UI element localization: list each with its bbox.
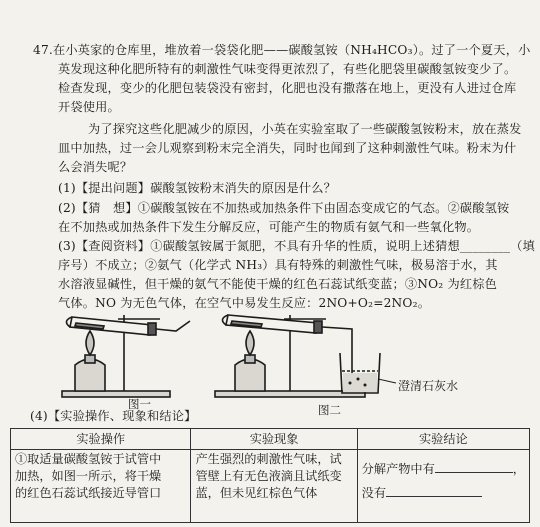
intro-line-2: 英发现这种化肥所特有的刺激性气味变得更浓烈了，有些化肥袋里碳酸氢铵变少了。 (58, 62, 517, 76)
question-3-line-1: (3)【查阅资料】①碳酸氢铵属于氮肥，不具有升华的性质，说明上述猜想________（填 (58, 239, 536, 253)
cell-operation: ①取适量碳酸氢铵于试管中 加热，如图一所示，将干燥 的红色石蕊试纸接近导管口 (11, 450, 191, 523)
para2-line-1: 为了探究这些化肥减少的原因，小英在实验室取了一些碳酸氢铵粉末，放在蒸发 (88, 122, 522, 136)
problem-number: 47. (33, 43, 53, 57)
table-row (11, 450, 530, 523)
apparatus-figures (0, 295, 540, 425)
cell-conclusion: 分解产物中有 ， 没有 (357, 450, 529, 523)
header-operation: 实验操作 (11, 429, 191, 450)
figure-2-caption: 图二 (318, 403, 341, 417)
question-2-line-2: 在不加热或加热条件下发生分解反应，可能产生的物质有氨气和一些氧化物。 (58, 220, 480, 234)
para2-line-3: 么会消失呢？ (58, 160, 133, 174)
answer-blank-present[interactable] (435, 460, 513, 473)
question-4-title: (4)【实验操作、现象和结论】 (30, 409, 197, 423)
question-1: (1)【提出问题】碳酸氢铵粉末消失的原因是什么？ (58, 181, 337, 195)
limewater-label: 澄清石灰水 (398, 379, 459, 393)
table-header-row (11, 429, 530, 450)
figure-1-caption: 图一 (128, 397, 151, 411)
header-observation: 实验现象 (191, 429, 357, 450)
experiment-table (10, 428, 530, 523)
intro-line-3: 检查发现，变少的化肥包装袋没有密封，化肥也没有撒落在地上，更没有人进过仓库 (58, 81, 517, 95)
intro-line-4: 开袋使用。 (58, 100, 120, 114)
question-3-line-4: 气体。NO 为无色气体，在空气中易发生反应：2NO+O₂=2NO₂。 (58, 296, 431, 310)
figure-1-apparatus (62, 315, 190, 397)
question-3-line-2: 序号）不成立；②氨气（化学式 NH₃）具有特殊的刺激性气味，极易溶于水，其 (58, 258, 498, 272)
answer-blank-absent[interactable] (386, 484, 482, 497)
question-2-line-1: (2)【猜 想】①碳酸氢铵在不加热或加热条件下由固态变成它的气态。②碳酸氢铵 (58, 201, 510, 215)
cell-observation: 产生强烈的刺激性气味，试 管壁上有无色液滴且试纸变 蓝，但未见红棕色气体 (191, 450, 357, 523)
intro-line-1: 47.在小英家的仓库里，堆放着一袋袋化肥——碳酸氢铵（NH₄HCO₃）。过了一个夏天，小 (33, 43, 531, 57)
figure-2-apparatus (215, 315, 396, 397)
header-conclusion: 实验结论 (357, 429, 529, 450)
question-3-line-3: 水溶液显碱性，但干燥的氨气不能使干燥的红色石蕊试纸变蓝；③NO₂ 为红棕色 (58, 277, 498, 291)
para2-line-2: 皿中加热，过一会儿观察到粉末完全消失，同时也闻到了这种刺激性气味。粉末为什 (58, 141, 517, 155)
